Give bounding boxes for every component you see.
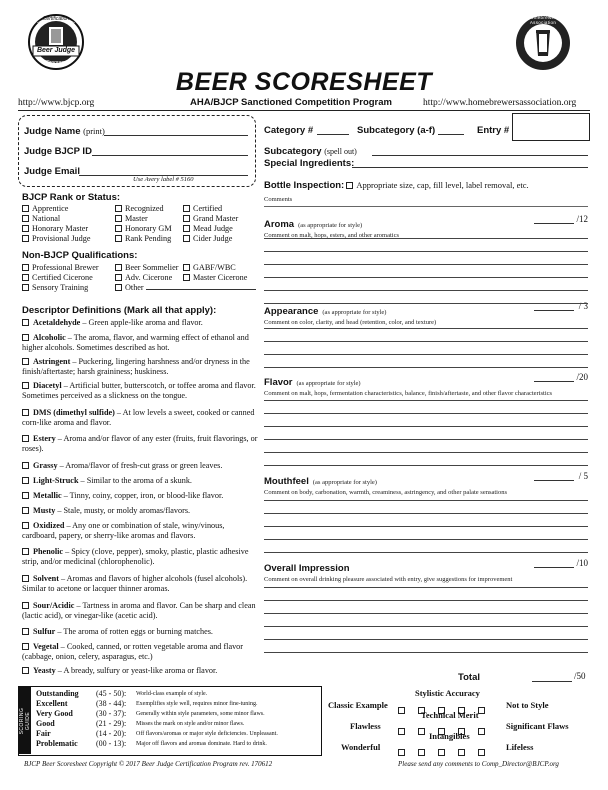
intangibles-right: Lifeless	[506, 742, 534, 752]
comment-line[interactable]	[264, 552, 588, 553]
appearance-score-field[interactable]	[534, 310, 574, 311]
checkbox-icon[interactable]	[418, 728, 425, 735]
footer-contact: Please send any comments to Comp_Director@BJCP.org	[398, 760, 559, 768]
descriptor-yeasty[interactable]: Yeasty – A bready, sulfury or yeast-like aroma or flavor.	[22, 666, 258, 676]
section-title: Mouthfeel	[264, 476, 309, 487]
rank-grand-master[interactable]: Grand Master	[183, 214, 238, 224]
qual-gabf-wbc[interactable]: GABF/WBC	[183, 263, 236, 273]
rank-honorary-gm[interactable]: Honorary GM	[115, 224, 172, 234]
checkbox-icon[interactable]	[438, 749, 445, 756]
checkbox-icon[interactable]	[183, 205, 190, 212]
rank-certified[interactable]: Certified	[183, 204, 222, 214]
header-divider	[18, 110, 590, 111]
category-label: Category #	[264, 125, 314, 136]
comment-line[interactable]	[264, 513, 588, 514]
section-desc: Comment on malt, hops, fermentation characteristics, balance, finish/aftertaste, and other flavor characteristics	[264, 390, 553, 397]
checkbox-icon[interactable]	[22, 602, 29, 609]
checkbox-icon[interactable]	[22, 205, 29, 212]
comment-line[interactable]	[264, 328, 588, 329]
section-hint: (as appropriate for style)	[322, 309, 387, 316]
scoring-guide-table	[36, 689, 278, 749]
checkbox-icon[interactable]	[398, 749, 405, 756]
checkbox-icon[interactable]	[22, 235, 29, 242]
rank-national[interactable]: National	[22, 214, 60, 224]
comment-line[interactable]	[264, 626, 588, 627]
comment-line[interactable]	[264, 413, 588, 414]
qual-adv-cicerone[interactable]: Adv. Cicerone	[115, 273, 172, 283]
section-aroma	[264, 214, 588, 239]
overall-score-field[interactable]	[534, 567, 574, 568]
section-max: /12	[576, 214, 588, 224]
table-row: Outstanding (45 - 50): World-class example of style.	[36, 689, 208, 698]
descriptor-light-struck[interactable]: Light-Struck – Similar to the aroma of a skunk.	[22, 476, 258, 486]
descriptor-heading: Descriptor Definitions (Mark all that apply):	[22, 305, 217, 316]
section-hint: (as appropriate for style)	[296, 380, 361, 387]
checkbox-icon[interactable]	[183, 274, 190, 281]
avery-note: Use Avery label # 5160	[133, 176, 194, 183]
aha-logo-text: Homebrewers Association	[527, 15, 559, 25]
stylistic-left: Classic Example	[328, 700, 388, 710]
table-row: Problematic (00 - 13): Major off flavors and aromas dominate. Hard to drink.	[36, 739, 267, 748]
category-field[interactable]	[317, 134, 349, 135]
stylistic-right: Not to Style	[506, 700, 549, 710]
aroma-score-field[interactable]	[534, 223, 574, 224]
intangibles-heading: Intangibles	[429, 731, 470, 741]
section-hint: (as appropriate for style)	[312, 479, 377, 486]
technical-left: Flawless	[350, 721, 381, 731]
descriptor-metallic[interactable]: Metallic – Tinny, coiny, copper, iron, or blood-like flavor.	[22, 491, 258, 501]
checkbox-icon[interactable]	[478, 728, 485, 735]
checkbox-icon[interactable]	[22, 643, 29, 650]
aha-url[interactable]: http://www.homebrewersassociation.org	[423, 98, 577, 108]
bjcp-logo-top: Certification	[42, 16, 70, 22]
stylistic-heading: Stylistic Accuracy	[415, 688, 480, 698]
rank-heading: BJCP Rank or Status:	[22, 192, 121, 203]
checkbox-icon[interactable]	[183, 264, 190, 271]
comment-line[interactable]	[264, 652, 588, 653]
descriptor-vegetal[interactable]: Vegetal – Cooked, canned, or rotten vegetable aroma and flavor (cabbage, onion, celery, asparagus, etc.)	[22, 642, 243, 661]
descriptor-solvent[interactable]: Solvent – Aromas and flavors of higher alcohols (fusel alcohols). Similar to acetone or lacquer thinner aromas.	[22, 574, 248, 593]
table-row: Fair (14 - 20): Off flavors/aromas or major style deficiencies. Unpleasant.	[36, 729, 278, 738]
subcategory-label: Subcategory (a-f)	[357, 125, 436, 136]
descriptor-dms[interactable]: DMS (dimethyl sulfide) – At low levels a sweet, cooked or canned corn-like aroma and flavor.	[22, 408, 255, 427]
section-title: Flavor	[264, 377, 293, 388]
qual-beer-sommelier[interactable]: Beer Sommelier	[115, 263, 178, 273]
page-title: BEER SCORESHEET	[175, 68, 433, 96]
section-overall	[264, 558, 588, 583]
section-desc: Comment on body, carbonation, warmth, creaminess, astringency, and other palate sensations	[264, 489, 508, 496]
qual-professional-brewer[interactable]: Professional Brewer	[22, 263, 99, 273]
checkbox-icon[interactable]	[22, 284, 29, 291]
bjcp-logo	[27, 13, 85, 76]
qual-sensory-training[interactable]: Sensory Training	[22, 283, 88, 293]
judge-name-label: Judge Name (print)	[24, 126, 105, 137]
checkbox-icon[interactable]	[115, 284, 122, 291]
descriptor-diacetyl[interactable]: Diacetyl – Artificial butter, butterscotch, or toffee aroma and flavor. Sometimes perceived as a slickness on the tongue.	[22, 381, 256, 400]
comment-line[interactable]	[264, 251, 588, 252]
subcategory-field[interactable]	[438, 134, 464, 135]
checkbox-icon[interactable]	[22, 334, 29, 341]
comment-line[interactable]	[264, 587, 588, 588]
rank-pending[interactable]: Rank Pending	[115, 234, 171, 244]
checkbox-icon[interactable]	[22, 575, 29, 582]
checkbox-icon[interactable]	[22, 477, 29, 484]
checkbox-icon[interactable]	[458, 749, 465, 756]
total-score-field[interactable]	[532, 681, 572, 682]
section-max: /20	[576, 372, 588, 382]
checkbox-icon[interactable]	[478, 707, 485, 714]
section-flavor	[264, 372, 588, 397]
section-hint: (as appropriate for style)	[298, 222, 363, 229]
section-max: / 3	[578, 301, 588, 311]
comment-line[interactable]	[264, 465, 588, 466]
comment-line[interactable]	[264, 613, 588, 614]
rank-cider-judge[interactable]: Cider Judge	[183, 234, 232, 244]
table-row: Very Good (30 - 37): Generally within style parameters, some minor flaws.	[36, 709, 265, 718]
comment-line[interactable]	[264, 354, 588, 355]
checkbox-icon[interactable]	[183, 215, 190, 222]
checkbox-icon[interactable]	[22, 667, 29, 674]
entry-label: Entry #	[477, 125, 510, 136]
descriptor-musty[interactable]: Musty – Stale, musty, or moldy aromas/flavors.	[22, 506, 258, 516]
comment-line[interactable]	[264, 400, 588, 401]
scoring-guide-side-label: SCORING GUIDE	[19, 707, 31, 735]
comment-line[interactable]	[264, 639, 588, 640]
comment-line[interactable]	[264, 290, 588, 291]
mouthfeel-score-field[interactable]	[534, 480, 574, 481]
bottle-comments-field[interactable]	[264, 206, 588, 207]
comment-line[interactable]	[264, 539, 588, 540]
bjcp-url[interactable]: http://www.bjcp.org	[18, 98, 95, 108]
checkbox-icon[interactable]	[22, 522, 29, 529]
rank-apprentice[interactable]: Apprentice	[22, 204, 68, 214]
section-title: Appearance	[264, 306, 319, 317]
total-max: /50	[574, 671, 586, 681]
checkbox-icon[interactable]	[398, 707, 405, 714]
checkbox-icon[interactable]	[115, 235, 122, 242]
checkbox-icon[interactable]	[478, 749, 485, 756]
qual-other[interactable]: Other	[115, 283, 256, 293]
special-ingredients-field[interactable]	[352, 167, 588, 168]
checkbox-icon[interactable]	[346, 182, 353, 189]
checkbox-icon[interactable]	[22, 462, 29, 469]
checkbox-icon[interactable]	[183, 235, 190, 242]
bottle-comments-label: Comments	[264, 196, 293, 203]
section-mouthfeel	[264, 471, 588, 496]
section-max: /10	[576, 558, 588, 568]
section-desc: Comment on malt, hops, esters, and other aromatics	[264, 232, 400, 239]
total-label: Total	[458, 672, 480, 683]
section-desc: Comment on color, clarity, and head (retention, color, and texture)	[264, 319, 437, 326]
bjcp-logo-mid: Beer Judge	[36, 47, 76, 54]
checkbox-icon[interactable]	[22, 358, 29, 365]
intangibles-scale	[398, 742, 488, 760]
comment-line[interactable]	[264, 303, 588, 304]
table-row: Good (21 - 29): Misses the mark on style and/or minor flaws.	[36, 719, 245, 728]
comment-line[interactable]	[264, 600, 588, 601]
checkbox-icon[interactable]	[22, 492, 29, 499]
bottle-inspection: Bottle Inspection: Appropriate size, cap, fill level, label removal, etc.	[264, 180, 529, 191]
checkbox-icon[interactable]	[22, 548, 29, 555]
comment-line[interactable]	[264, 500, 588, 501]
descriptor-estery[interactable]: Estery – Aroma and/or flavor of any ester (fruits, fruit flavorings, or roses).	[22, 434, 258, 453]
descriptor-acetaldehyde[interactable]: Acetaldehyde – Green apple-like aroma and flavor.	[22, 318, 258, 328]
entry-number-box[interactable]	[512, 113, 590, 141]
section-desc: Comment on overall drinking pleasure associated with entry, give suggestions for improvement	[264, 576, 513, 583]
technical-heading: Technical Merit	[421, 710, 479, 720]
descriptor-grassy[interactable]: Grassy – Aroma/flavor of fresh-cut grass or green leaves.	[22, 461, 258, 471]
checkbox-icon[interactable]	[22, 409, 29, 416]
checkbox-icon[interactable]	[22, 264, 29, 271]
descriptor-phenolic[interactable]: Phenolic – Spicy (clove, pepper), smoky, plastic, plastic adhesive strip, and/or medicinal (chlorophenolic).	[22, 547, 249, 566]
checkbox-icon[interactable]	[115, 225, 122, 232]
non-bjcp-heading: Non-BJCP Qualifications:	[22, 250, 138, 261]
bjcp-logo-bottom: Program	[46, 60, 66, 66]
comment-line[interactable]	[264, 526, 588, 527]
section-max: / 5	[578, 471, 588, 481]
qual-other-field[interactable]	[146, 289, 256, 290]
comment-line[interactable]	[264, 238, 588, 239]
technical-right: Significant Flaws	[506, 721, 569, 731]
checkbox-icon[interactable]	[22, 274, 29, 281]
checkbox-icon[interactable]	[22, 507, 29, 514]
checkbox-icon[interactable]	[115, 215, 122, 222]
comment-line[interactable]	[264, 341, 588, 342]
checkbox-icon[interactable]	[22, 215, 29, 222]
checkbox-icon[interactable]	[115, 205, 122, 212]
section-title: Overall Impression	[264, 563, 350, 574]
rank-master[interactable]: Master	[115, 214, 148, 224]
table-row: Excellent (38 - 44): Exemplifies style well, requires minor fine-tuning.	[36, 699, 258, 708]
checkbox-icon[interactable]	[22, 319, 29, 326]
intangibles-left: Wonderful	[341, 742, 381, 752]
comment-line[interactable]	[264, 439, 588, 440]
rank-honorary-master[interactable]: Honorary Master	[22, 224, 88, 234]
descriptor-oxidized[interactable]: Oxidized – Any one or combination of stale, winy/vinous, cardboard, papery, or sherry-like aromas and flavors.	[22, 521, 225, 540]
checkbox-icon[interactable]	[22, 435, 29, 442]
checkbox-icon[interactable]	[398, 728, 405, 735]
subcat-spell-label: Subcategory (spell out)	[264, 146, 357, 157]
judge-name-field[interactable]	[104, 135, 248, 136]
section-appearance	[264, 301, 588, 326]
subtitle: AHA/BJCP Sanctioned Competition Program	[190, 97, 392, 108]
judge-id-field[interactable]	[92, 155, 248, 156]
comment-line[interactable]	[264, 452, 588, 453]
checkbox-icon[interactable]	[22, 628, 29, 635]
special-ingredients-label: Special Ingredients:	[264, 158, 355, 169]
checkbox-icon[interactable]	[22, 382, 29, 389]
rank-provisional[interactable]: Provisional Judge	[22, 234, 90, 244]
descriptor-astringent[interactable]: Astringent – Puckering, lingering harshness and/or dryness in the finish/aftertaste; harsh graininess; huskiness.	[22, 357, 250, 376]
qual-certified-cicerone[interactable]: Certified Cicerone	[22, 273, 93, 283]
comment-line[interactable]	[264, 426, 588, 427]
section-title: Aroma	[264, 219, 295, 230]
checkbox-icon[interactable]	[418, 749, 425, 756]
subcat-spell-field[interactable]	[372, 155, 588, 156]
qual-master-cicerone[interactable]: Master Cicerone	[183, 273, 247, 283]
comment-line[interactable]	[264, 367, 588, 368]
rank-recognized[interactable]: Recognized	[115, 204, 164, 214]
descriptor-alcoholic[interactable]: Alcoholic – The aroma, flavor, and warming effect of ethanol and higher alcohols. Sometimes described as hot.	[22, 333, 249, 352]
footer-copyright: BJCP Beer Scoresheet Copyright © 2017 Beer Judge Certification Program rev. 170612	[24, 760, 273, 768]
flavor-score-field[interactable]	[534, 381, 574, 382]
comment-line[interactable]	[264, 277, 588, 278]
descriptor-sulfur[interactable]: Sulfur – The aroma of rotten eggs or burning matches.	[22, 627, 258, 637]
rank-mead-judge[interactable]: Mead Judge	[183, 224, 233, 234]
checkbox-icon[interactable]	[115, 264, 122, 271]
descriptor-sour-acidic[interactable]: Sour/Acidic – Tartness in aroma and flavor. Can be sharp and clean (lactic acid), or vinegar-like (acetic acid).	[22, 601, 256, 620]
comment-line[interactable]	[264, 264, 588, 265]
checkbox-icon[interactable]	[22, 225, 29, 232]
judge-id-label: Judge BJCP ID	[24, 146, 92, 157]
checkbox-icon[interactable]	[183, 225, 190, 232]
judge-email-label: Judge Email	[24, 166, 80, 177]
checkbox-icon[interactable]	[115, 274, 122, 281]
